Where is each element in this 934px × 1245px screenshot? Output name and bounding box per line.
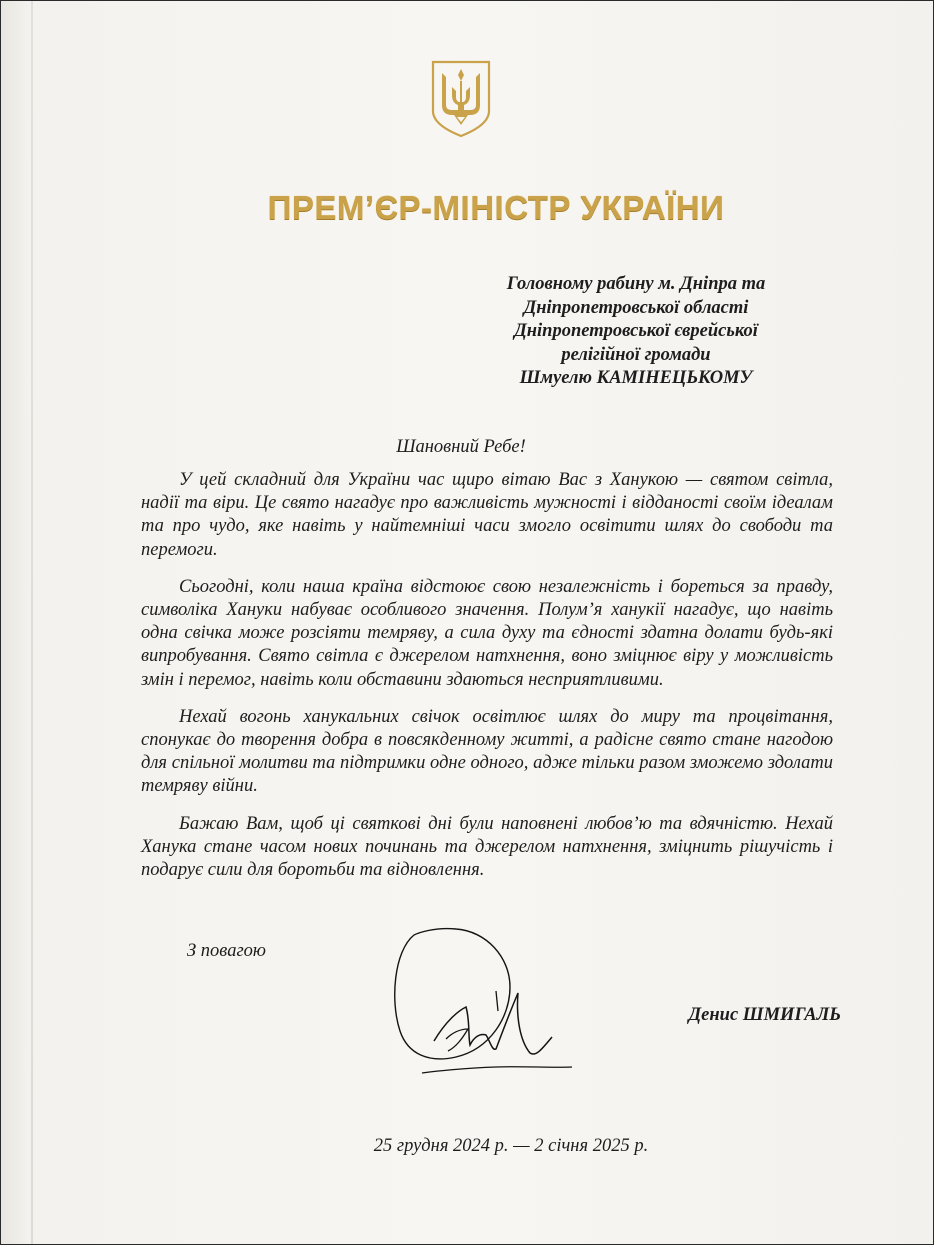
addressee-line: Дніпропетровської області bbox=[523, 297, 749, 318]
addressee-line: релігійної громади bbox=[561, 344, 711, 365]
letter-body bbox=[141, 469, 833, 896]
trident-icon bbox=[430, 59, 492, 139]
body-paragraph: Бажаю Вам, щоб ці святкові дні були наповнені любов’ю та вдячністю. Нехай Ханука стане часом нових починань та джерелом натхнення, зміцнить рішучість і подарує сили для боротьби та відновлення. bbox=[141, 813, 833, 881]
salutation: Шановний Ребе! bbox=[396, 437, 526, 457]
body-paragraph: Сьогодні, коли наша країна відстоює свою незалежність і бореться за правду, символіка Хануки набуває особливого значення. Полум’я ханукії нагадує, що навіть одна свічка може розсіяти темряву, а сила духу та єдності здатна долати будь-які випробування. Свято світла є джерелом натхнення, воно зміцнює віру у можливість змін і перемог, навіть коли обставини здаються несприятливими. bbox=[141, 576, 833, 690]
addressee-line: Головному рабину м. Дніпра та bbox=[506, 274, 766, 294]
signer-name: Денис ШМИГАЛЬ bbox=[688, 1005, 841, 1025]
page-edge bbox=[31, 1, 33, 1244]
body-paragraph: У цей складний для України час щиро вітаю Вас з Ханукою — святом світла, надії та віри. Це свято нагадує про важливість мужності і відданості своїм ідеалам та про чудо, яке навіть у найтемніші часи змогло освітити шлях до свободи та перемоги. bbox=[141, 470, 833, 560]
letterhead-title: ПРЕМ’ЄР-МІНІСТР УКРАЇНИ bbox=[267, 189, 725, 226]
addressee-line: Дніпропетровської єврейської bbox=[514, 321, 758, 341]
body-paragraph: Нехай вогонь ханукальних свічок освітлює шлях до миру та процвітання, спонукає до творення добра в повсякденному житті, а радісне свято стане нагодою для спільної молитви та підтримки одне одного, адже тільки разом зможемо здолати темряву війни. bbox=[141, 706, 833, 797]
closing-regards: З повагою bbox=[187, 941, 266, 961]
addressee-name: Шмуелю КАМІНЕЦЬКОМУ bbox=[519, 368, 753, 388]
holiday-dates: 25 грудня 2024 р. — 2 січня 2025 р. bbox=[373, 1136, 649, 1156]
addressee-block bbox=[461, 273, 811, 391]
handwritten-signature bbox=[386, 921, 586, 1081]
